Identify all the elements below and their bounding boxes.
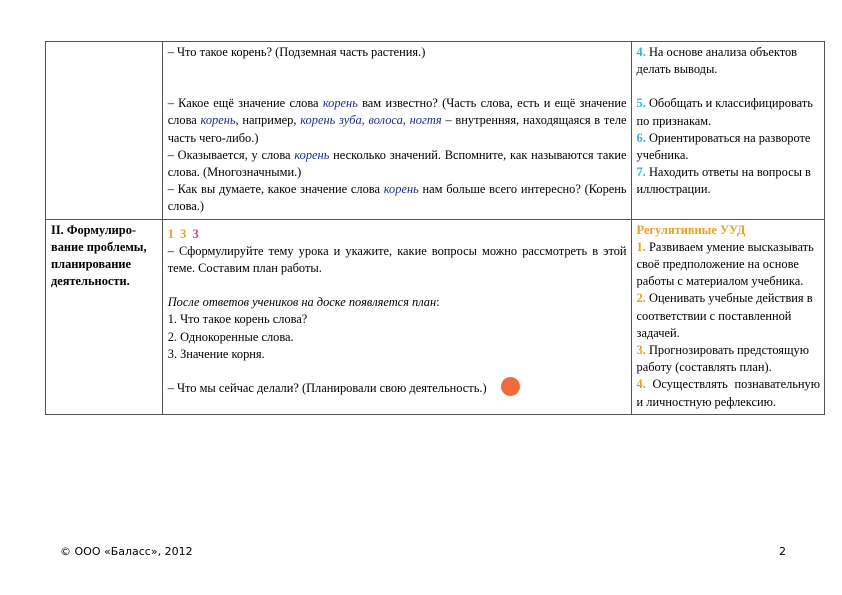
teacher-activity-cell [162,219,631,414]
uud-item: 5. Обобщать и классифицировать по признакам. [636,96,813,128]
uud-cell [631,42,824,220]
uud-cell [631,219,824,414]
task-text: – Сформулируйте тему урока и укажите, какие вопросы можно рассмотреть в этой теме. Составим план работы. [167,243,627,276]
footer-copyright: © ООО «Баласс», 2012 [60,545,193,558]
orange-dot-marker [501,377,520,396]
page-number: 2 [779,545,786,558]
uud-item: 4. Осуществлять познавательную и личностную рефлексию. [636,377,820,409]
table-row [46,219,825,414]
lesson-table [45,41,825,415]
uud-heading: Регулятивные УУД [636,222,746,237]
uud-item: 2. Оценивать учебные действия в соответствии с поставленной задачей. [636,291,813,340]
closing-question: – Что мы сейчас делали? (Планировали свою деятельность.) [168,380,627,397]
stage-cell [46,219,163,414]
uud-item: 4. На основе анализа объектов делать выводы. [636,45,797,77]
stage-cell-empty [46,42,163,220]
question-2: – Какое ещё значение слова корень вам известно? (Часть слова, есть и ещё значение слова корень, например, корень зуба, волоса, ногтя – внутренняя, находящаяся в теле часть чего-либо.) [167,96,627,145]
uud-item: 1. Развиваем умение высказывать своё предположение на основе работы с материалом учебника. [636,239,814,289]
stage-title: II. Формулиро-вание проблемы, планирование деятельности. [51,222,147,289]
uud-item: 6. Ориентироваться на развороте учебника. [636,130,811,163]
question-1: – Что такое корень? (Подземная часть растения.) [167,45,426,59]
question-4: – Как вы думаете, какое значение слова корень нам больше всего интересно? (Корень слова.) [167,182,627,214]
plan-item: 1. Что такое корень слова? [167,312,308,327]
plan-intro: После ответов учеников на доске появляется план: [167,295,440,310]
uud-item: 7. Находить ответы на вопросы в иллюстрации. [636,165,811,197]
uud-item: 3. Прогнозировать предстоящую работу (составлять план). [636,343,810,375]
slide-numbers: 1 3 3 [167,226,199,241]
question-3: – Оказывается, у слова корень несколько значений. Вспомните, как называются такие слова. (Многозначными.) [167,147,627,180]
table-row [46,42,825,220]
plan-item: 2. Однокоренные слова. [167,329,294,344]
plan-item: 3. Значение корня. [167,346,265,361]
teacher-activity-cell [162,42,631,220]
